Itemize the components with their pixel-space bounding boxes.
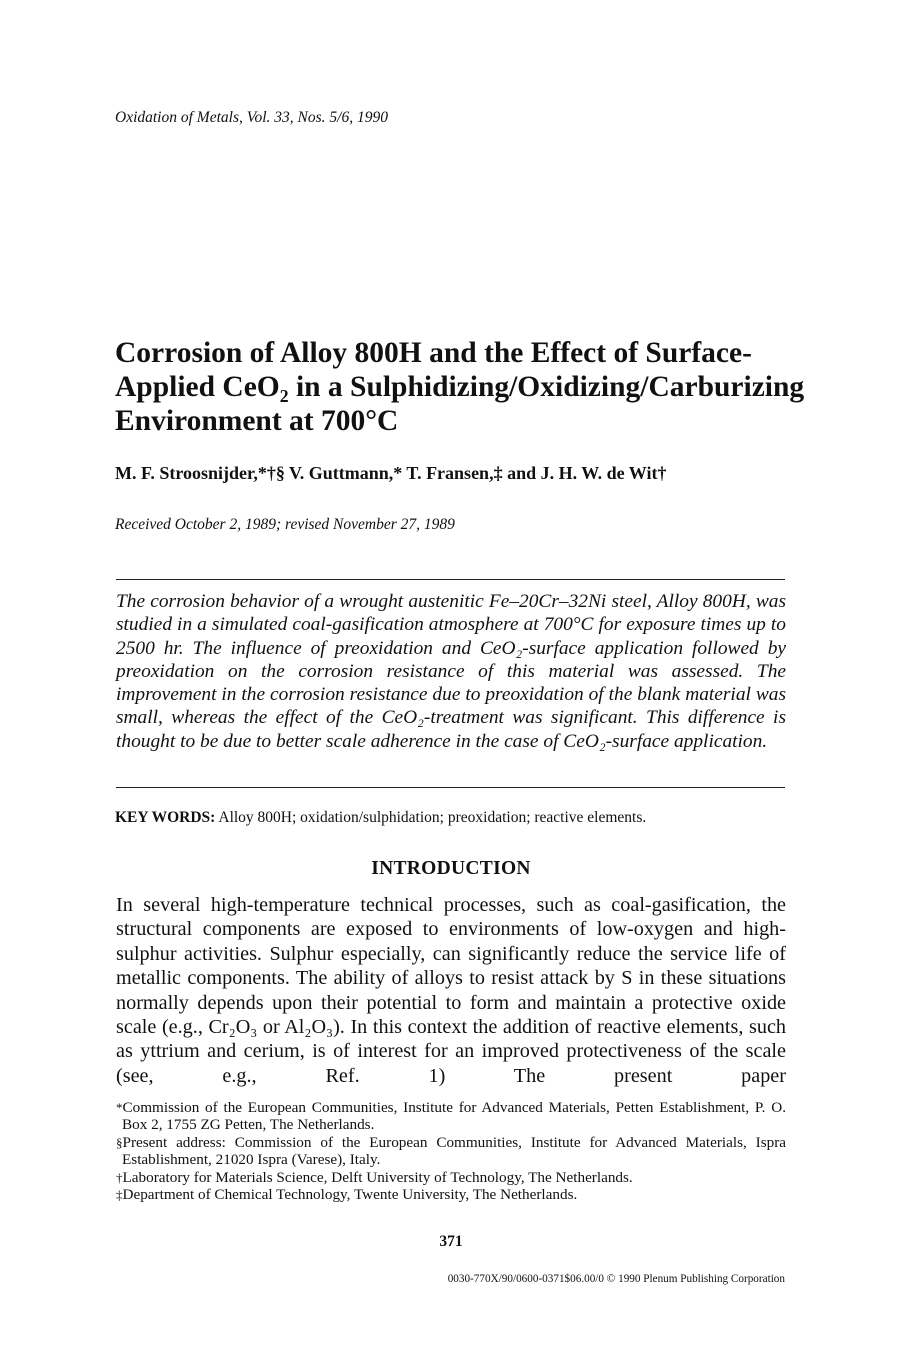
keywords-line [115, 809, 646, 827]
footnote [116, 1134, 786, 1169]
keywords-label: KEY WORDS: [115, 809, 216, 826]
author-list: M. F. Stroosnijder,*†§ V. Guttmann,* T. Fransen,‡ and J. H. W. de Wit† [115, 463, 667, 483]
footnote-text: Laboratory for Materials Science, Delft University of Technology, The Netherlands. [122, 1168, 633, 1186]
journal-citation: Oxidation of Metals, Vol. 33, Nos. 5/6, 1990 [115, 109, 388, 126]
footnote [116, 1169, 786, 1186]
introduction-text: In several high-temperature technical processes, such as coal-gasification, the structural components are exposed to environments of low-oxygen and high-sulphur activities. Sulphur especially, can significantly reduce the service life of metallic components. The ability of alloys to resist attack by S in these situations normally depends upon their potential to form and maintain a protective oxide scale (e.g., Cr₂O₃ or Al₂O₃). In this context the addition of reactive elements, such as yttrium and cerium, is of interest for an improved protectiveness of the scale (see, e.g., Ref. 1) The present paper [116, 894, 786, 1087]
footnote-mark: * [116, 1100, 123, 1115]
keywords-text: Alloy 800H; oxidation/sulphidation; preoxidation; reactive elements. [218, 809, 647, 826]
page-number: 371 [439, 1233, 463, 1250]
footnote-mark: † [116, 1169, 123, 1185]
footnote-mark: § [116, 1134, 123, 1150]
footnote [116, 1186, 786, 1203]
footnote-text: Present address: Commission of the European Communities, Institute for Advanced Materials, Ispra Establishment, 21020 Ispra (Varese), Italy. [122, 1133, 786, 1169]
copyright-line: 0030-770X/90/0600-0371$06.00/0 © 1990 Plenum Publishing Corporation [447, 1273, 785, 1285]
abstract-text: The corrosion behavior of a wrought austenitic Fe–20Cr–32Ni steel, Alloy 800H, was studied in a simulated coal-gasification atmosphere at 700°C for exposure times up to 2500 hr. The influence of preoxidation and CeO₂-surface application followed by preoxidation on the corrosion resistance of this material was assessed. The improvement in the corrosion resistance due to preoxidation of the blank material was small, whereas the effect of the CeO₂-treatment was significant. This difference is thought to be due to better scale adherence in the case of CeO₂-surface application. [116, 591, 786, 752]
footnotes [116, 1099, 786, 1203]
abstract-top-rule [116, 579, 785, 580]
article-title: Corrosion of Alloy 800H and the Effect of Surface-Applied CeO₂ in a Sulphidizing/Oxidizing/Carburizing Environment at 700°C [115, 337, 805, 437]
footnote-text: Commission of the European Communities, Institute for Advanced Materials, Petten Establishment, P. O. Box 2, 1755 ZG Petten, The Netherlands. [122, 1099, 786, 1134]
footnote-text: Department of Chemical Technology, Twente University, The Netherlands. [122, 1186, 578, 1204]
footnote [116, 1099, 786, 1134]
introduction-heading: INTRODUCTION [371, 858, 531, 879]
abstract-bottom-rule [116, 787, 785, 788]
received-dates: Received October 2, 1989; revised November 27, 1989 [115, 516, 455, 533]
footnote-mark: ‡ [116, 1187, 123, 1203]
